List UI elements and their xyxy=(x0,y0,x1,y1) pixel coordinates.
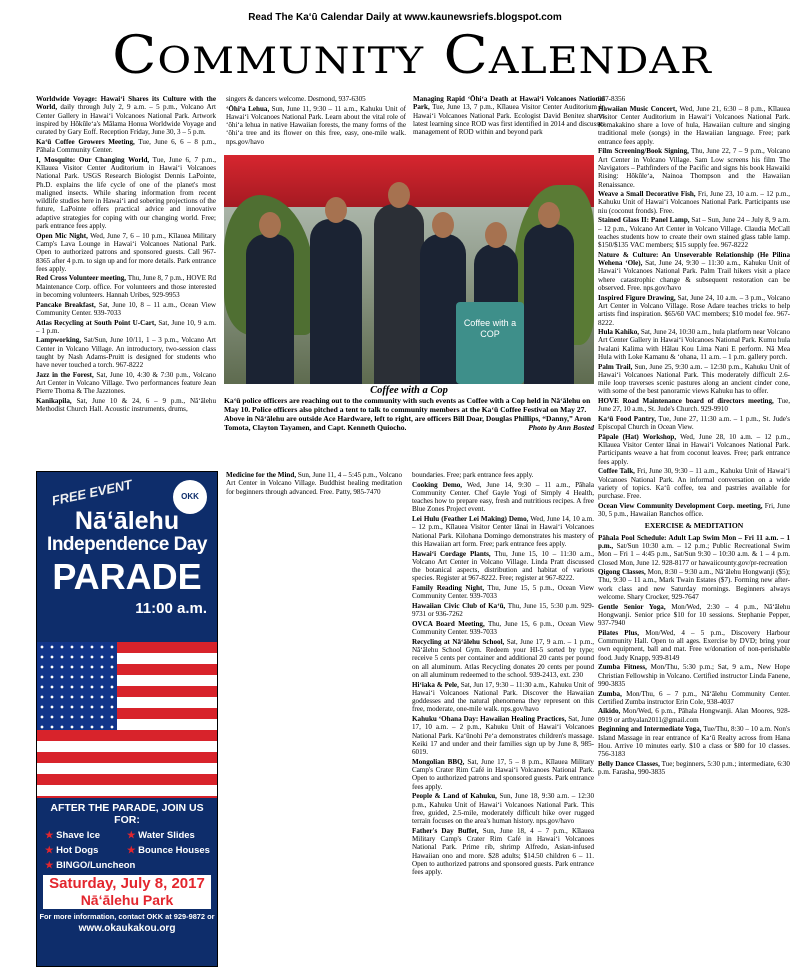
entry-title: Film Screening/Book Signing, xyxy=(598,147,689,156)
entry-details: Sun, June 18, 9:30 a.m. – 12:30 p.m., Kahuku Unit of Hawai‘i Volcanoes National Park. This free, guided, 2.5-mile, moderately difficult hike over rugged terrain focuses on the area's human history. nps.gov/havo xyxy=(412,792,594,826)
entry-title: ‘Ōhi‘a Lehua, xyxy=(226,104,270,113)
entry-details: Fri, June 30, 9:30 – 11 a.m., Kahuku Unit of Hawai‘i Volcanoes National Park. An informal conversation on a wide variety of topics. Ka‘ū coffee, tea and pastries available for purchase. Free. xyxy=(598,467,790,501)
entry-title: Stained Glass II: Panel Lamp, xyxy=(598,216,690,225)
entry-title: Ka‘ū Coffee Growers Meeting, xyxy=(36,137,135,146)
entry-details: Sat, June 10, 4:30 & 7:30 p.m., Volcano Art Center in Volcano Village. Two performances feature Jean Pierre Thoma & The Jazztones. xyxy=(36,370,216,396)
calendar-entry xyxy=(36,336,216,369)
calendar-entry xyxy=(412,792,594,825)
entry-details: Mon/Wed, 6 p.m., Pāhala Hongwanji. Alan Moores, 928-0919 or artbyalan2011@gmail.com xyxy=(598,707,790,724)
calendar-column-2 xyxy=(226,95,406,157)
calendar-entry xyxy=(412,638,594,679)
calendar-column-1 xyxy=(36,95,216,467)
entry-title: Red Cross Volunteer meeting, xyxy=(36,274,127,283)
entry-details: Sat, June 17, 10 a.m. – 2 p.m., Kahuku Unit of Hawai‘i Volcanoes National Park. Ka‘ūnohi Pe‘a demonstrates children's massage. Keiki 17 and under and their families sign up by June 8, 985-6019. xyxy=(412,714,594,757)
free-event-badge: FREE EVENT xyxy=(50,476,134,509)
calendar-entry xyxy=(598,760,790,777)
entry-title: Weave a Small Decorative Fish, xyxy=(598,190,696,199)
entry-title: Zumba Fitness, xyxy=(598,663,647,672)
calendar-entry xyxy=(36,397,216,414)
officer-figure xyxy=(374,204,424,384)
entry-details: Tue; beginners, 5:30 p.m.; intermediate, 6:30 p.m. Farasha, 990-3835 xyxy=(598,759,790,777)
calendar-entry xyxy=(598,190,790,215)
calendar-entry xyxy=(598,707,790,724)
entry-title: HOVE Road Maintenance board of directors meeting, xyxy=(598,397,774,406)
entry-details: Mon/Thu, 6 – 7 p.m., Nā‘ālehu Community Center. Certified Zumba instructor Erin Cole, 938-4037 xyxy=(598,689,790,706)
entry-title: Medicine for the Mind, xyxy=(226,471,297,479)
entry-title: Palm Trail, xyxy=(598,362,633,371)
website: www.okaukakou.org xyxy=(78,923,176,934)
entry-details: Thu, June 22, 7 – 9 p.m., Volcano Art Center in Volcano Village. Sam Low screens his film The Navigators – Pathfinders of the Pacific and signs his book Hawaiki Rising: Hōkūleʻa, Nainoa Thompson and the Hawaiian Renaissance. xyxy=(598,147,790,189)
entry-title: Lei Hulu (Feather Lei Making) Demo, xyxy=(412,515,529,524)
entry-title: Recycling at Nā‘ālehu School, xyxy=(412,637,505,646)
calendar-entry xyxy=(598,251,790,292)
calendar-entry xyxy=(598,328,790,361)
entry-title: Pāpale (Hat) Workshop, xyxy=(598,432,677,441)
ad-title-town: Nā‘ālehu xyxy=(74,507,180,535)
entry-title: Hi‘iaka & Pele, xyxy=(412,680,459,689)
entry-details: Fri, June 30, 5 p.m., Hawaiian Ranchos office. xyxy=(598,501,790,519)
calendar-entry xyxy=(412,584,594,601)
ad-title-holiday: Independence Day xyxy=(47,534,207,555)
calendar-entry xyxy=(412,481,594,514)
entry-title: Belly Dance Classes, xyxy=(598,759,660,768)
entry-details: Sat – Sun, June 24 – July 8, 9 a.m. – 12 p.m., Volcano Art Center in Volcano Village. Claudia McCall teaches students how to create their own stained glass table lamp. $150/$135 VAC members; $15 supply fee. 967-8222 xyxy=(598,216,790,250)
entry-details: Thu, June 15, 6 p.m., Ocean View Community Center. 939-7033 xyxy=(412,619,594,637)
calendar-entry xyxy=(412,550,594,583)
entry-details: Sat/Sun 10:30 a.m. – 12 p.m.; Public Recreational Swim Mon – Fri 1 – 4:45 p.m., Sat/Sun 9:30 – 10:30 a.m. & 1 – 4 p.m. Closed Mon, June 12. 928-8177 or hawaiicounty.gov/pr-recreation xyxy=(598,542,790,567)
entry-title: Managing Rapid ‘Ōhi‘a Death at Hawai‘i Volcanoes National Park, xyxy=(413,95,605,112)
entry-title: Jazz in the Forest, xyxy=(36,370,94,379)
entry-title: Qigong Classes, xyxy=(598,568,646,577)
read-daily-line: Read The Ka‘ū Calendar Daily at www.kaunewsriefs.blogspot.com xyxy=(248,12,562,23)
entry-title: Atlas Recycling at South Point U-Cart, xyxy=(36,318,157,327)
entry-details: Sat, June 24, 10 a.m. – 3 p.m., Volcano Art Center in Volcano Village. Rose Adare teaches tricks to help artists find inspiration. $65/60 VAC members; $10 model fee. 967-8222. xyxy=(598,293,790,327)
entry-details: Thu, June 8, 7 p.m., HOVE Rd Maintenance Corp. office. For volunteers and those interested in becoming volunteers. Hannah Uribes, 929-9953 xyxy=(36,274,216,300)
activity-item: ★ Hot Dogs xyxy=(45,845,99,856)
entry-details: Thu, June 15, 5:30 p.m. 929-9731 or 936-7262 xyxy=(412,601,594,619)
entry-title: Gentle Senior Yoga, xyxy=(598,602,666,611)
entry-details: Tue, June 27, 11:30 a.m. – 1 p.m., St. Jude's Episcopal Church in Ocean View. xyxy=(598,414,790,432)
entry-details: Thu, June 15, 5 p.m., Ocean View Community Center. 939-7033 xyxy=(412,584,594,601)
calendar-entry xyxy=(598,568,790,601)
entry-details: daily through July 2, 9 a.m. – 5 p.m., Volcano Art Center Gallery in Hawai‘i Volcanoes National Park. Artwork inspired by Hōkūleʻa's Mālama Honua Worldwide Voyage and curated by Gary Eoff. Reception Friday, June 30, 3 – 5 p.m. xyxy=(36,103,216,137)
calendar-entry xyxy=(598,105,790,146)
entry-details: Sun, June 18, 4 – 7 p.m., Kīlauea Military Camp's Crater Rim Café in Hawai‘i Volcanoes National Park. Prime rib, shrimp Alfredo, Asian-infused Hawaiian ono and more. $28 adults; $14.50 children 6 – 11. Open to authorized patrons and sponsored guests. Park entrance fees apply. xyxy=(412,826,594,877)
calendar-entry xyxy=(598,725,790,758)
entry-details: Thu, June 15, 10 – 11:30 a.m., Volcano Art Center in Volcano Village. Linda Pratt discussed the botanical aspects, distribution and habitat of various species. Register at 967-8222. Free; register at 967-8222. xyxy=(412,549,594,583)
entry-details: Fri, June 23, 10 a.m. – 12 p.m., Kahuku Unit of Hawai‘i Volcanoes National Park. Participants use niu (coconut fronds). Free. xyxy=(598,190,790,215)
calendar-entry xyxy=(598,534,790,567)
entry-title: Nature & Culture: An Unseverable Relationship (He Pilina Wehena ‘Ole), xyxy=(598,250,790,268)
entry-details: Sun, June 11, 9:30 – 11 a.m., Kahuku Unit of Hawai‘i Volcanoes National Park. Learn about the vital role of ‘ōhi‘a lehua in native Hawaiian forests, the many forms of the ‘ōhi‘a tree and its flower on this free, easy, one-mile walk. nps.gov/havo xyxy=(226,104,406,146)
calendar-entry xyxy=(36,156,216,231)
calendar-entry xyxy=(36,95,216,136)
caption-title: Coffee with a Cop xyxy=(370,385,448,396)
calendar-entry xyxy=(598,629,790,662)
entry-details: Wed, June 28, 10 a.m. – 12 p.m., Kīlauea Visitor Center lānai in Hawai‘i Volcanoes National Park. Participants weave a hat from coconut leaves. Free; park entrance fees apply. xyxy=(598,432,790,466)
section-heading: EXERCISE & MEDITATION xyxy=(644,521,744,531)
entry-details: Sat, June 24, 9:30 – 11:30 a.m., Kahuku Unit of Hawai‘i Volcanoes National Park. Palm Trail hikers visit a place where catastrophic change & subsequent restoration can be observed. Free. nps.gov/havo xyxy=(598,259,790,293)
entry-title: Inspired Figure Drawing, xyxy=(598,293,676,302)
entry-details: Mon/Thu, 5:30 p.m.; Sat, 9 a.m., New Hope Christian Fellowship in Volcano. Certified instructor Linda Fanene, 990-3835 xyxy=(598,663,790,688)
entry-title: Zumba, xyxy=(598,689,622,698)
entry-title: I, Mosquito: Our Changing World, xyxy=(36,155,150,164)
entry-details: Sun, June 11, 4 – 5:45 p.m., Volcano Art Center in Volcano Village. Buddhist healing meditation for beginners through advanced. Free. Patty, 985-7470 xyxy=(226,471,402,496)
entry-title: Hawai‘i Cordage Plants, xyxy=(412,549,491,558)
calendar-entry xyxy=(598,397,790,414)
contact-info: For more information, contact OKK at 929-9872 or xyxy=(39,912,215,921)
entry-title: Pancake Breakfast, xyxy=(36,300,96,309)
calendar-entry xyxy=(598,663,790,688)
entry-title: Family Reading Night, xyxy=(412,584,485,593)
calendar-entry xyxy=(598,216,790,249)
entry-title: Hula Kahiko, xyxy=(598,328,640,337)
calendar-entry xyxy=(598,294,790,327)
calendar-entry xyxy=(412,471,594,479)
ad-title-parade: PARADE xyxy=(52,556,202,597)
flag-star-field xyxy=(37,642,117,730)
calendar-entry xyxy=(226,471,402,496)
calendar-entry xyxy=(413,95,605,136)
star-icon: ★ xyxy=(45,830,54,841)
activity-item: ★ Water Slides xyxy=(127,830,195,841)
calendar-column-5 xyxy=(226,471,402,569)
entry-title: Kahuku ‘Ohana Day: Hawaiian Healing Practices, xyxy=(412,714,567,723)
entry-details: Sat/Sun, June 10/11, 1 – 3 p.m., Volcano Art Center in Volcano Village. An introductory, two-session class taught by Nash Adams-Pruitt is designed for students who have never touched a torch. 967-8222 xyxy=(36,336,216,370)
activity-item: ★ BINGO/Luncheon xyxy=(45,860,136,871)
entry-title: Pilates Plus, xyxy=(598,628,640,637)
calendar-entry xyxy=(598,415,790,432)
entry-details: Wed, June 21, 6:30 – 8 p.m., Kīlauea Visitor Center Auditorium in Hawai‘i Volcanoes National Park. Komakakino share a love of hula, Hawaiian culture and singing traditional mele (songs) in the Hawaiian language. Free; park entrance fees apply. xyxy=(598,104,790,146)
photo-caption xyxy=(224,386,594,432)
calendar-entry xyxy=(598,690,790,707)
entry-title: Mongolian BBQ, xyxy=(412,757,465,766)
star-icon: ★ xyxy=(127,845,136,856)
ad-details xyxy=(37,798,217,966)
calendar-entry xyxy=(598,603,790,628)
entry-details: Tue/Thu, 8:30 – 10 a.m. Non's Island Massage in rear entrance of Ka‘ū Realty across from Hana Hou. Arrive 10 minutes early. $10 a class or $80 for 10 classes. 756-3183 xyxy=(598,725,790,759)
calendar-entry xyxy=(412,602,594,619)
entry-details: Tue, June 6, 7 p.m., Kīlauea Visitor Center Auditorium in Hawai‘i Volcanoes National Park. USGS Research Biologist Dennis LaPointe, Ph.D. explains the life cycle of one of the planet's most maligned insects. While sharing information from recent wildlife studies here in Hawai‘i and sobering projections of the future, LaPointe offers practical advice and innovative adaptive strategies for coping with our changing world. Free; park entrance fees apply. xyxy=(36,155,216,231)
entry-details: Sun, June 25, 9:30 a.m. – 12:30 p.m., Kahuku Unit of Hawai‘i Volcanoes National Park. This moderately difficult 2.6-mile loop traverses scenic pastures along an ancient cinder cone, with some of the best panoramic views Kahuku has to offer. xyxy=(598,362,790,396)
entry-details: Wed, June 7, 6 – 10 p.m., Kīlauea Military Camp's Lava Lounge in Hawai‘i Volcanoes National Park. Open to authorized patrons and sponsored guests. Call 967-8365 after 4 p.m. to sign up and for more details. Park entrance fees apply. xyxy=(36,231,216,273)
officer-figure xyxy=(524,224,574,384)
calendar-entry xyxy=(598,467,790,500)
join-us-heading: AFTER THE PARADE, JOIN US FOR: xyxy=(50,802,204,826)
entry-title: Beginning and Intermediate Yoga, xyxy=(598,725,702,734)
entry-details: Sat, Jun 17, 9:30 – 11:30 a.m., Kahuku Unit of Hawai‘i Volcanoes National Park. Discover the Hawaiian goddesses and the natural phenomena they represent on this free, moderate, one-mile walk. nps.gov/havo xyxy=(412,680,594,714)
star-icon: ★ xyxy=(45,860,54,871)
star-icon: ★ xyxy=(127,830,136,841)
officer-figure xyxy=(310,219,362,384)
entry-details: Tue, June 6, 6 – 8 p.m., Pāhala Community Center. xyxy=(36,137,216,155)
entry-details: Sat, June 24, 10:30 a.m., hula platform near Volcano Art Center Gallery in Hawai‘i Volcanoes National Park. Kumu hula Iwalani Kalima with Hālau Kou Lima Nani E perform. Nā Mea Hula with Loke Kamanu & ‘ohana, 11 a.m. – 1 p.m. gallery porch. xyxy=(598,328,790,361)
entry-details: Mon, 8:30 – 9:30 a.m., Nā‘ālehu Hongwanji ($5); Thu, 9:30 – 11 a.m., Mark Twain Estates ($7). Forming new after-work class and new Saturday mornings. Beginners always welcome. Shary Crocker, 929-7647 xyxy=(598,568,790,602)
officer-figure xyxy=(246,234,294,384)
calendar-entry xyxy=(598,95,790,103)
entry-title: Open Mic Night, xyxy=(36,231,88,240)
calendar-entry xyxy=(36,301,216,318)
calendar-column-3 xyxy=(413,95,605,157)
coffee-cart-sign: Coffee with a COP xyxy=(456,302,524,384)
parade-time: 11:00 a.m. xyxy=(135,600,207,617)
photo-credit: Photo by Ann Bosted xyxy=(528,423,594,432)
calendar-column-4 xyxy=(598,95,790,965)
entry-title: Hawaiian Music Concert, xyxy=(598,104,678,113)
entry-details: Sat, June 10 & 24, 6 – 9 p.m., Nā‘ālehu Methodist Church Hall. Acoustic instruments, drums, xyxy=(36,397,216,414)
entry-title: Lampworking, xyxy=(36,336,82,345)
entry-title: Cooking Demo, xyxy=(412,480,463,489)
calendar-entry xyxy=(412,681,594,714)
entry-details: Mon/Wed, 2:30 – 4 p.m., Nā‘ālehu Hongwanji. Senior price $10 for 10 sessions. Stephanie Pepper, 937-7940 xyxy=(598,602,790,628)
activity-list xyxy=(37,826,217,873)
activity-item: ★ Shave Ice xyxy=(45,830,101,841)
entry-details: Mon/Wed, 4 – 5 p.m., Discovery Harbour Community Hall. Open to all ages. Exercise by DVD; bring your own equipment, ball and mat. Free w/donation of non-perishable food. Judy Knapp, 939-8149 xyxy=(598,628,790,662)
entry-details: Sat, June 10, 9 a.m. – 1 p.m. xyxy=(36,318,216,335)
calendar-entry xyxy=(36,371,216,396)
entry-title: Pāhala Pool Schedule: Adult Lap Swim Mon – Fri 11 a.m. – 1 p.m., xyxy=(598,533,790,550)
calendar-column-6 xyxy=(412,471,594,971)
entry-title: Hawaiian Civic Club of Ka‘ū, xyxy=(412,601,506,610)
coffee-with-a-cop-photo xyxy=(224,155,594,384)
entry-details: Sat, June 17, 5 – 8 p.m., Kīlauea Military Camp's Crater Rim Café in Hawai‘i Volcanoes National Park. Open to authorized patrons and sponsored guests. Park entrance fees apply. xyxy=(412,757,594,791)
entry-title: Aikido, xyxy=(598,707,621,716)
entry-title: Kanikapila, xyxy=(36,397,72,406)
calendar-entry xyxy=(412,827,594,877)
calendar-entry xyxy=(226,95,406,103)
entry-title: Ka‘ū Food Pantry, xyxy=(598,414,657,423)
entry-details: Wed, June 14, 9:30 – 11 a.m., Pāhala Community Center. Chef Gayle Yogi of Simply 4 Health, teaches how to prepare easy, fresh and nutritious recipes. A free Blue Zones Project event. xyxy=(412,480,594,514)
calendar-entry xyxy=(412,515,594,548)
entry-title: OVCA Board Meeting, xyxy=(412,619,485,628)
entry-details: singers & dancers welcome. Desmond, 937-6305 xyxy=(226,95,366,103)
entry-details: Wed, June 14, 10 a.m. – 12 p.m., Kīlauea Visitor Center lānai in Hawai‘i Volcanoes National Park. Kilohana Domingo demonstrates his mastery of this Hawaiian art form. Free; park entrance fees apply. xyxy=(412,515,594,548)
calendar-entry xyxy=(36,138,216,155)
entry-details: boundaries. Free; park entrance fees apply. xyxy=(412,471,534,479)
entry-title: Coffee Talk, xyxy=(598,467,635,476)
american-flag-graphic xyxy=(37,642,217,802)
entry-details: Sat, June 10, 8 – 11 a.m., Ocean View Community Center. 939-7033 xyxy=(36,300,216,317)
entry-details: Sat, June 17, 9 a.m. – 1 p.m., Nā‘ālehu School Gym. Redeem your HI-5 sorted by type; receive 5 cents per container and additional 20 cants per pound on all aluminum. Atlas Recycling donates 20 cents per pound on all aluminum redeemed to the school. 939-2413, ext. 230 xyxy=(412,637,594,679)
entry-details: 967-8356 xyxy=(598,95,626,103)
entry-details: Tue, June 13, 7 p.m., Kīlauea Visitor Center Auditorium in Hawai‘i Volcanoes National Park. Ecologist David Benitez shares latest learning since ROD was first identified in 2014 and discusses management of ROD within and beyond park xyxy=(413,103,605,137)
calendar-entry xyxy=(412,758,594,791)
entry-title: People & Land of Kahuku, xyxy=(412,792,497,801)
star-icon: ★ xyxy=(45,845,54,856)
parade-location: Nā‘ālehu Park xyxy=(43,892,211,909)
entry-title: Ocean View Community Development Corp. meeting, xyxy=(598,501,763,510)
calendar-entry xyxy=(598,147,790,188)
entry-details: Tue, June 27, 10 a.m., St. Jude's Church. 929-9910 xyxy=(598,397,790,414)
parade-date: Saturday, July 8, 2017 xyxy=(43,875,211,892)
calendar-entry xyxy=(36,319,216,336)
calendar-entry xyxy=(36,232,216,273)
parade-advertisement xyxy=(36,471,218,967)
entry-title: Worldwide Voyage: Hawai‘i Shares its Culture with the World, xyxy=(36,95,216,112)
okk-logo: OKK xyxy=(173,480,207,514)
calendar-entry xyxy=(598,433,790,466)
calendar-entry xyxy=(412,620,594,637)
calendar-entry xyxy=(226,105,406,146)
calendar-entry xyxy=(598,363,790,396)
calendar-entry xyxy=(412,715,594,756)
masthead-title: Community Calendar xyxy=(112,24,712,86)
calendar-entry xyxy=(36,274,216,299)
entry-title: Father's Day Buffet, xyxy=(412,826,479,835)
caption-body: Ka‘ū police officers are reaching out to the community with such events as Coffee with a Cop held in Nā‘ālehu on May 10. Police officers also pitched a tent to talk to community members at the Ka‘ū Coffee Festival on May 27. Above in Nā‘ālehu are outside Ace Hardware, left to right, are officers Bill Doar, Douglas Phillips, “Danny,” Aron Tomota, Clayton Tayamen, and Capt. Kenneth Quiocho. xyxy=(224,396,592,432)
calendar-entry xyxy=(598,502,790,519)
activity-item: ★ Bounce Houses xyxy=(127,845,210,856)
